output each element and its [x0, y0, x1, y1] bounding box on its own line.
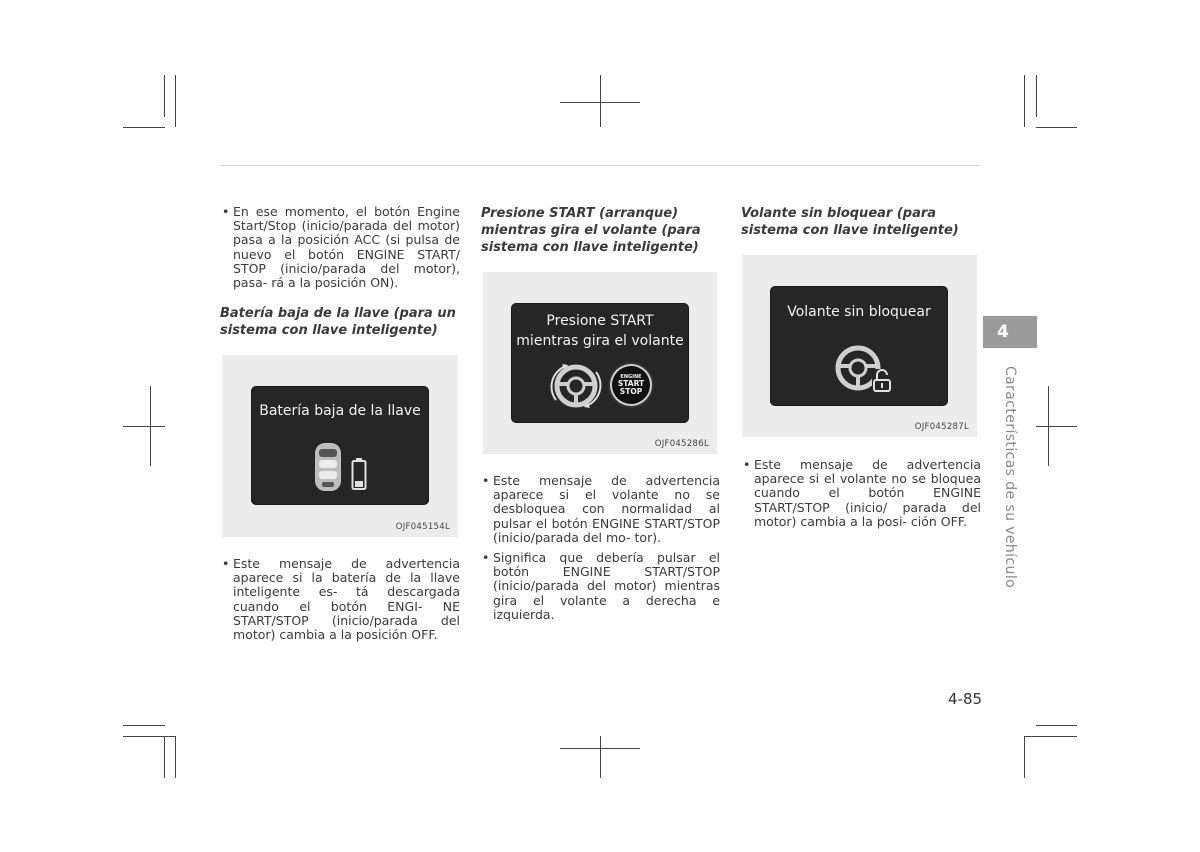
cluster-display: [771, 287, 947, 405]
column-right-heading: [741, 205, 979, 239]
figure-code: OJF045154L: [395, 522, 450, 532]
crop-mark: [1024, 736, 1077, 737]
bullet-text: • En ese momento, el botón Engine Start/Stop (inicio/parada del motor) pasa a la posición ACC (si pulsa de nuevo el botón ENGINE START/ STOP (inicio/parada del motor), pasa- rá a la posición ON).: [222, 205, 460, 290]
bullet-text: • Este mensaje de advertencia aparece si la batería de la llave inteligente es- tá descargada cuando el botón ENGI- NE START/STOP (inicio/parada del motor) cambia a la posición OFF.: [222, 557, 460, 642]
chapter-number-tab: 4: [983, 316, 1037, 348]
crop-mark: [175, 736, 176, 778]
bullet-text: • Significa que debería pulsar el botón ENGINE START/STOP (inicio/parada del motor) mientras gira el volante a derecha e izquierda.: [482, 551, 720, 622]
cluster-display: [512, 304, 688, 422]
figure-press-start: [483, 272, 717, 454]
crop-mark: [560, 748, 640, 749]
section-heading: Batería baja de la llave (para un sistema con llave inteligente): [220, 306, 456, 338]
figure-wheel-unlocked: [742, 255, 977, 437]
section-heading: Presione START (arranque) mientras gira el volante (para sistema con llave inteligente): [481, 206, 701, 255]
crop-mark: [1036, 75, 1037, 117]
cluster-display: [252, 387, 428, 504]
crop-mark: [123, 736, 175, 737]
crop-mark: [175, 75, 176, 127]
column-left-heading: [220, 305, 458, 339]
column-right-lower: [743, 458, 981, 535]
button-label-start: START: [617, 379, 645, 388]
chapter-title: Características de su vehículo: [1002, 366, 1018, 589]
display-message-line-1: Presione START: [546, 313, 654, 329]
battery-low-icon: [351, 457, 367, 491]
figure-code: OJF045286L: [654, 439, 709, 449]
column-left: [222, 205, 460, 296]
crop-mark: [1024, 75, 1025, 127]
smart-key-icon: [313, 441, 343, 493]
display-message-line-2: mientras gira el volante: [516, 333, 684, 349]
figure-code: OJF045287L: [914, 422, 969, 432]
crop-mark: [1036, 426, 1077, 427]
crop-mark: [600, 736, 601, 778]
button-label-engine: ENGINE: [620, 374, 642, 380]
crop-mark: [164, 75, 165, 117]
page-number: 4-85: [948, 690, 983, 708]
header-rule: [220, 165, 980, 166]
crop-mark: [123, 725, 165, 726]
display-message: Batería baja de la llave: [259, 403, 421, 419]
crop-mark: [1024, 736, 1025, 778]
engine-start-stop-button: [612, 366, 650, 404]
column-middle-heading: [481, 205, 719, 256]
bullet-text: • Este mensaje de advertencia aparece si el volante no se desbloquea con normalidad al pulsar el botón ENGINE START/STOP (inicio/parada del mo- tor).: [482, 474, 720, 545]
crop-mark: [1036, 725, 1077, 726]
crop-mark: [123, 426, 165, 427]
bullet-text: • Este mensaje de advertencia aparece si el volante no se bloquea cuando el botón ENGINE START/STOP (inicio/ parada del motor) cambia a la posi- ción OFF.: [743, 458, 981, 529]
section-heading: Volante sin bloquear (para sistema con llave inteligente): [741, 206, 959, 238]
button-label-stop: STOP: [619, 387, 643, 396]
steering-wheel-icon: [554, 364, 598, 408]
crop-mark: [164, 736, 165, 778]
crop-mark: [560, 102, 640, 103]
crop-mark: [1036, 127, 1077, 128]
column-middle-lower: [482, 474, 720, 628]
figure-battery-low: [222, 355, 458, 537]
column-left-lower: [222, 557, 460, 648]
crop-mark: [123, 127, 165, 128]
crop-mark: [600, 75, 601, 127]
display-message: Volante sin bloquear: [787, 304, 931, 320]
unlocked-padlock-icon: [872, 369, 892, 393]
